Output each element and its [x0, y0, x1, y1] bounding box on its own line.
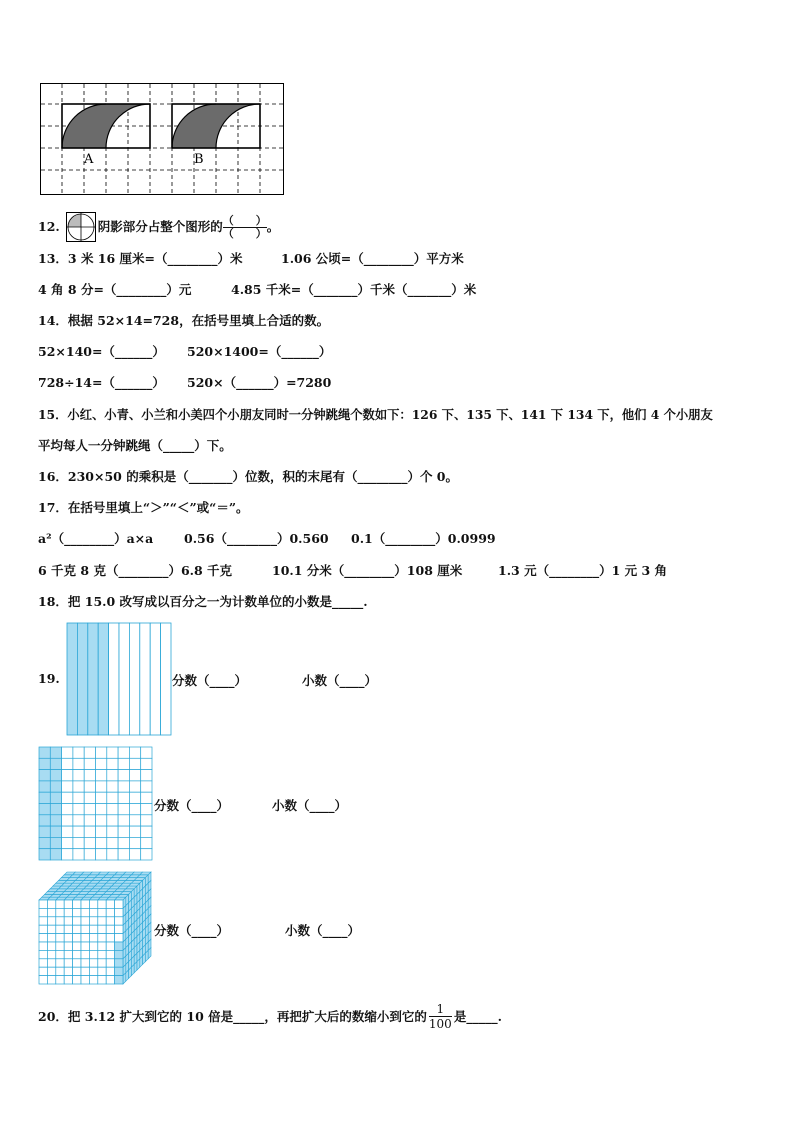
grid-cell: [62, 792, 73, 803]
grid-cell: [129, 804, 140, 815]
grid-cell: [84, 849, 95, 860]
question-18: 18．把 15.0 改写成以百分之一为计数单位的小数是_____.: [38, 594, 368, 609]
grid-cell: [73, 758, 84, 769]
column-cell: [150, 623, 160, 735]
cube-front-cell: [73, 900, 81, 908]
q12-frac-bottom: （ ）: [222, 226, 267, 240]
grid-cell: [62, 804, 73, 815]
grid-cell: [39, 781, 50, 792]
grid-cell: [73, 815, 84, 826]
q20-text-b: 是_____.: [453, 1008, 502, 1024]
cube-front-cell: [98, 925, 106, 933]
grid-cell: [129, 849, 140, 860]
grid-cell: [50, 770, 61, 781]
q17-item-a: a²（________）a×a: [38, 531, 154, 546]
grid-cell: [39, 849, 50, 860]
cube-front-cell: [89, 934, 97, 942]
grid-cell: [118, 849, 129, 860]
figure-ab: [40, 83, 286, 201]
q17-item-c: 0.1（________）0.0999: [351, 531, 496, 546]
grid-cell: [39, 792, 50, 803]
cube-front-cell: [56, 976, 64, 984]
cube-front-cell: [98, 959, 106, 967]
cube-front-cell: [81, 967, 89, 975]
grid-cell: [73, 747, 84, 758]
cube-front-cell: [98, 934, 106, 942]
grid-cell: [141, 792, 152, 803]
q14-row2: [38, 375, 332, 391]
grid-cell: [39, 758, 50, 769]
grid-cell: [129, 837, 140, 848]
grid-cell: [73, 804, 84, 815]
grid-cell: [107, 849, 118, 860]
q19-figure-grid: [38, 746, 154, 866]
cube-front-cell: [106, 967, 114, 975]
grid-cell: [73, 792, 84, 803]
grid-cell: [107, 837, 118, 848]
grid-cell: [62, 758, 73, 769]
q13-item-d: 4.85 千米=（_______）千米（_______）米: [231, 282, 477, 297]
q14-row1: [38, 344, 332, 360]
cube-front-cell: [73, 925, 81, 933]
cube-front-cell: [73, 917, 81, 925]
grid-cell: [129, 781, 140, 792]
grid-cell: [84, 747, 95, 758]
cube-front-cell: [64, 942, 72, 950]
grid-cell: [73, 837, 84, 848]
cube-front-cell: [106, 959, 114, 967]
cube-front-cell: [47, 959, 55, 967]
cube-front-cell: [73, 942, 81, 950]
grid-cell: [62, 815, 73, 826]
cube-front-cell: [81, 908, 89, 916]
grid-cell: [141, 770, 152, 781]
cube-front-cell: [56, 908, 64, 916]
grid-cell: [96, 815, 107, 826]
cube-front-cell: [39, 900, 47, 908]
grid-cell: [50, 826, 61, 837]
cube-front-cell: [64, 976, 72, 984]
cube-front-cell: [89, 900, 97, 908]
grid-cell: [118, 804, 129, 815]
grid-cell: [50, 781, 61, 792]
grid-cell: [107, 804, 118, 815]
cube-front-cell: [39, 950, 47, 958]
cube-front-cell: [106, 950, 114, 958]
cube-front-cell: [39, 917, 47, 925]
cube-front-cell: [89, 917, 97, 925]
cube-front-cell: [39, 934, 47, 942]
cube-front-cell: [73, 967, 81, 975]
grid-cell: [141, 747, 152, 758]
cube-front-cell: [81, 900, 89, 908]
cube-front-cell: [115, 967, 123, 975]
q19-fig3-fraction: 分数（____）: [154, 923, 230, 938]
grid-cell: [107, 792, 118, 803]
column-cell: [67, 623, 77, 735]
q13-item-a: 13．3 米 16 厘米=（________）米: [38, 251, 243, 266]
grid-cell: [107, 815, 118, 826]
grid-cell: [107, 781, 118, 792]
grid-cell: [129, 792, 140, 803]
q19-fig2-decimal: 小数（____）: [272, 798, 348, 813]
grid-cell: [84, 837, 95, 848]
q14-title: 14．根据 52×14=728，在括号里填上合适的数。: [38, 313, 330, 328]
cube-front-cell: [89, 942, 97, 950]
cube-front-cell: [98, 976, 106, 984]
cube-front-cell: [115, 976, 123, 984]
cube-front-cell: [81, 917, 89, 925]
grid-cell: [118, 815, 129, 826]
grid-cell: [107, 770, 118, 781]
grid-cell: [96, 849, 107, 860]
cube-front-cell: [115, 900, 123, 908]
cube-front-cell: [39, 908, 47, 916]
q14-item-c: 728÷14=（______）: [38, 375, 165, 390]
cube-front-cell: [64, 959, 72, 967]
cube-front-cell: [39, 942, 47, 950]
grid-cell: [50, 804, 61, 815]
cube-front-cell: [47, 900, 55, 908]
grid-cell: [96, 826, 107, 837]
quarter-circle-figure: [66, 212, 96, 242]
question-16: 16．230×50 的乘积是（_______）位数，积的末尾有（________）个 0。: [38, 469, 459, 484]
grid-cell: [96, 758, 107, 769]
grid-cell: [73, 849, 84, 860]
grid-cell: [118, 792, 129, 803]
cube-front-cell: [73, 934, 81, 942]
cube-front-cell: [47, 942, 55, 950]
grid-cell: [141, 781, 152, 792]
grid-cell: [141, 804, 152, 815]
grid-cell: [118, 747, 129, 758]
q13-item-c: 4 角 8 分=（________）元: [38, 282, 192, 297]
cube-front-cell: [64, 967, 72, 975]
q14-item-b: 520×1400=（______）: [187, 344, 332, 359]
cube-front-cell: [56, 950, 64, 958]
grid-cell: [62, 826, 73, 837]
cube-front-cell: [115, 942, 123, 950]
question-20: [38, 1002, 502, 1031]
q19-figure-columns: [66, 622, 172, 740]
cube-front-cell: [64, 934, 72, 942]
grid-cell: [129, 826, 140, 837]
cube-front-cell: [106, 942, 114, 950]
q13-item-b: 1.06 公顷=（________）平方米: [281, 251, 464, 266]
cube-front-cell: [39, 925, 47, 933]
grid-cell: [141, 826, 152, 837]
grid-cell: [129, 770, 140, 781]
cube-front-cell: [81, 959, 89, 967]
grid-cell: [141, 849, 152, 860]
cube-front-cell: [73, 976, 81, 984]
cube-front-cell: [47, 925, 55, 933]
q17-item-f: 1.3 元（________）1 元 3 角: [498, 563, 668, 578]
grid-cell: [107, 747, 118, 758]
cube-front-cell: [56, 967, 64, 975]
q17-row1: [38, 531, 496, 547]
grid-cell: [129, 815, 140, 826]
cube-front-cell: [47, 950, 55, 958]
cube-front-cell: [39, 959, 47, 967]
cube-front-cell: [73, 908, 81, 916]
q14-item-a: 52×140=（______）: [38, 344, 165, 359]
grid-cell: [39, 747, 50, 758]
cube-front-cell: [89, 908, 97, 916]
cube-front-cell: [81, 976, 89, 984]
cube-front-cell: [106, 934, 114, 942]
grid-cell: [118, 770, 129, 781]
cube-front-cell: [115, 950, 123, 958]
grid-cell: [96, 837, 107, 848]
cube-front-cell: [115, 934, 123, 942]
grid-cell: [62, 837, 73, 848]
grid-cell: [84, 804, 95, 815]
column-cell: [109, 623, 119, 735]
grid-cell: [50, 758, 61, 769]
grid-cell: [39, 826, 50, 837]
cube-front-cell: [98, 908, 106, 916]
q17-item-b: 0.56（________）0.560: [184, 531, 329, 546]
cube-front-cell: [56, 900, 64, 908]
cube-front-cell: [106, 917, 114, 925]
cube-front-cell: [89, 950, 97, 958]
cube-front-cell: [47, 908, 55, 916]
q19-fig3-decimal: 小数（____）: [285, 923, 361, 938]
cube-front-cell: [64, 917, 72, 925]
grid-cell: [84, 758, 95, 769]
cube-front-cell: [56, 959, 64, 967]
question-12: [38, 212, 279, 242]
label-a: A: [84, 152, 94, 167]
q13-line1: [38, 251, 464, 267]
column-cell: [119, 623, 129, 735]
cube-front-cell: [106, 976, 114, 984]
column-cell: [129, 623, 139, 735]
cube-front-cell: [56, 917, 64, 925]
cube-front-cell: [98, 967, 106, 975]
cube-front-cell: [39, 967, 47, 975]
q17-title: 17．在括号里填上“＞”“＜”或“＝”。: [38, 500, 249, 515]
grid-cell: [50, 747, 61, 758]
grid-cell: [84, 781, 95, 792]
cube-front-cell: [89, 967, 97, 975]
grid-cell: [141, 815, 152, 826]
cube-front-cell: [64, 950, 72, 958]
cube-front-cell: [39, 976, 47, 984]
q12-number: 12.: [38, 219, 60, 234]
grid-cell: [96, 792, 107, 803]
column-cell: [88, 623, 98, 735]
grid-cell: [107, 826, 118, 837]
grid-cell: [39, 770, 50, 781]
grid-cell: [118, 826, 129, 837]
cube-front-cell: [47, 934, 55, 942]
q17-item-d: 6 千克 8 克（________）6.8 千克: [38, 563, 233, 578]
grid-cell: [50, 815, 61, 826]
cube-front-cell: [115, 917, 123, 925]
cube-front-cell: [64, 908, 72, 916]
q14-item-d: 520×（______）=7280: [187, 375, 332, 390]
grid-cell: [96, 804, 107, 815]
cube-front-cell: [81, 934, 89, 942]
label-b: B: [194, 152, 204, 167]
cube-front-cell: [47, 917, 55, 925]
cube-front-cell: [56, 942, 64, 950]
q20-fraction: [429, 1002, 452, 1031]
cube-front-cell: [115, 908, 123, 916]
cube-front-cell: [73, 950, 81, 958]
cube-front-cell: [73, 959, 81, 967]
q17-row2: [38, 563, 668, 579]
q20-frac-top: 1: [436, 1002, 445, 1016]
cube-front-cell: [64, 900, 72, 908]
cube-front-cell: [47, 976, 55, 984]
q19-fig1-decimal: 小数（____）: [302, 673, 378, 688]
cube-front-cell: [56, 934, 64, 942]
grid-cell: [118, 781, 129, 792]
cube-front-cell: [106, 925, 114, 933]
cube-front-cell: [47, 967, 55, 975]
column-cell: [140, 623, 150, 735]
column-cell: [161, 623, 171, 735]
grid-cell: [141, 837, 152, 848]
q19-fig2-fraction: 分数（____）: [154, 798, 230, 813]
cube-front-cell: [115, 959, 123, 967]
grid-cell: [62, 747, 73, 758]
grid-cell: [96, 770, 107, 781]
grid-cell: [129, 747, 140, 758]
cube-front-cell: [106, 908, 114, 916]
q17-item-e: 10.1 分米（________）108 厘米: [272, 563, 463, 578]
cube-front-cell: [98, 917, 106, 925]
q19-figure-cube: [38, 870, 154, 992]
q20-frac-bottom: 100: [428, 1017, 452, 1031]
grid-cell: [39, 815, 50, 826]
grid-cell: [62, 770, 73, 781]
cube-front-cell: [98, 900, 106, 908]
q12-fraction: [223, 215, 267, 240]
grid-cell: [62, 781, 73, 792]
grid-cell: [62, 849, 73, 860]
grid-cell: [84, 826, 95, 837]
grid-cell: [39, 837, 50, 848]
q12-end: 。: [266, 219, 280, 234]
grid-cell: [39, 804, 50, 815]
grid-cell: [96, 781, 107, 792]
grid-cell: [73, 781, 84, 792]
grid-cell: [84, 815, 95, 826]
grid-cell: [73, 826, 84, 837]
cube-front-cell: [81, 950, 89, 958]
grid-cell: [84, 770, 95, 781]
q13-line2: [38, 282, 477, 298]
cube-front-cell: [64, 925, 72, 933]
cube-front-cell: [81, 942, 89, 950]
cube-front-cell: [106, 900, 114, 908]
grid-cell: [129, 758, 140, 769]
grid-cell: [84, 792, 95, 803]
grid-cell: [73, 770, 84, 781]
q20-text-a: 20．把 3.12 扩大到它的 10 倍是_____，再把扩大后的数缩小到它的: [38, 1008, 427, 1024]
column-cell: [77, 623, 87, 735]
grid-cell: [50, 792, 61, 803]
q19-number: 19.: [38, 671, 60, 686]
q15-line1: 15．小红、小青、小兰和小美四个小朋友同时一分钟跳绳个数如下：126 下、135 下、141 下 134 下，他们 4 个小朋友: [38, 407, 713, 422]
cube-front-cell: [115, 925, 123, 933]
cube-front-cell: [89, 976, 97, 984]
column-cell: [98, 623, 108, 735]
grid-cell: [141, 758, 152, 769]
q19-fig1-fraction: 分数（____）: [172, 673, 248, 688]
q12-text: 阴影部分占整个图形的: [97, 219, 223, 234]
cube-front-cell: [98, 942, 106, 950]
grid-cell: [118, 837, 129, 848]
grid-cell: [118, 758, 129, 769]
grid-cell: [50, 837, 61, 848]
cube-front-cell: [98, 950, 106, 958]
grid-cell: [50, 849, 61, 860]
cube-front-cell: [56, 925, 64, 933]
cube-front-cell: [89, 959, 97, 967]
cube-front-cell: [89, 925, 97, 933]
grid-cell: [107, 758, 118, 769]
q12-frac-top: （ ）: [222, 213, 267, 227]
cube-front-cell: [81, 925, 89, 933]
grid-cell: [96, 747, 107, 758]
q15-line2: 平均每人一分钟跳绳（_____）下。: [38, 438, 232, 453]
